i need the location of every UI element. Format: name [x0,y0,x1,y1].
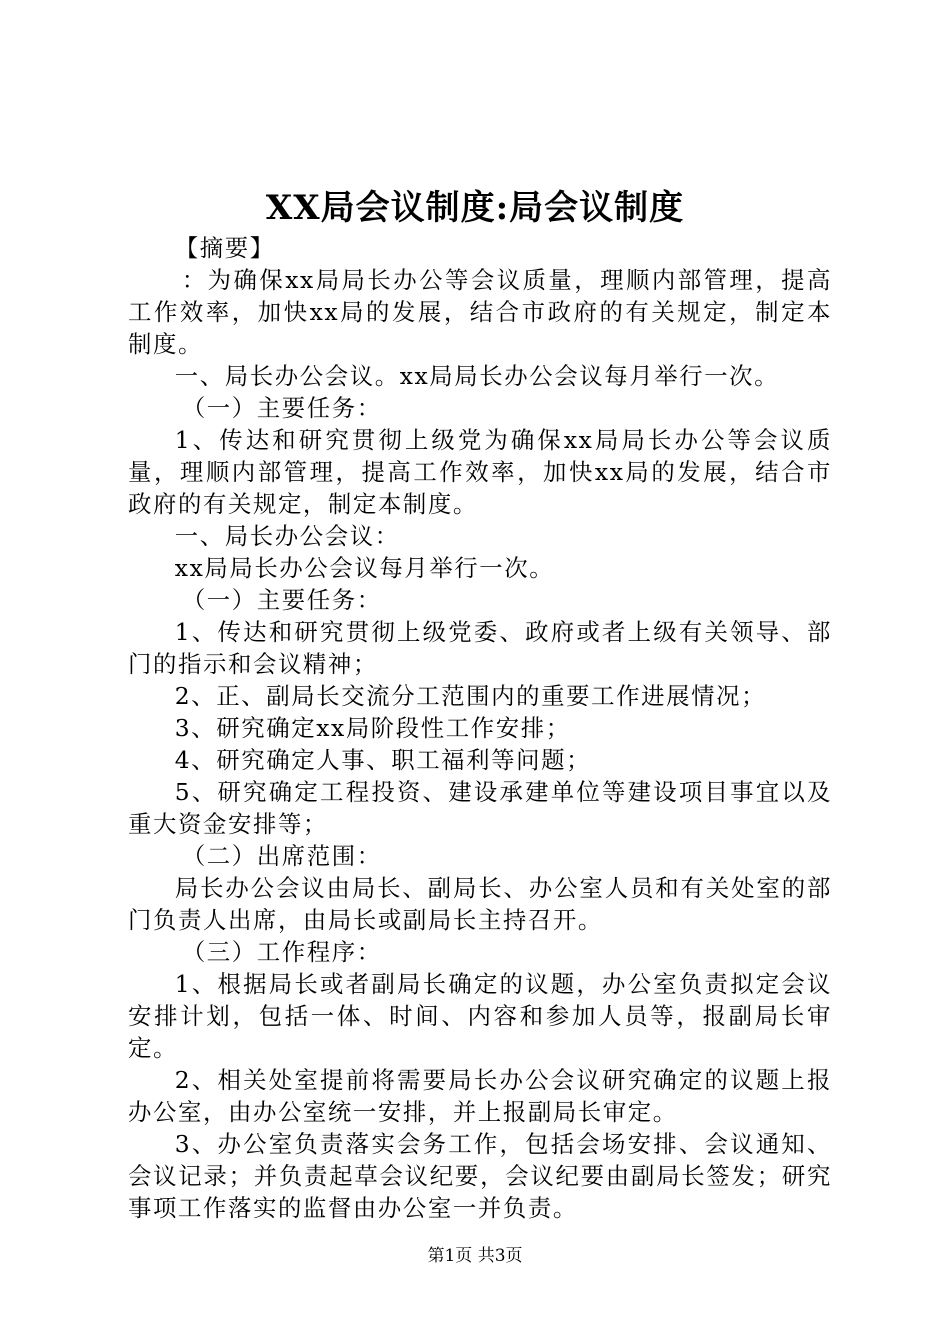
document-body [128,232,832,1224]
document-title: XX局会议制度:局会议制度 [265,188,685,228]
paragraph-item: 3、研究确定xx局阶段性工作安排； [174,714,571,742]
paragraph-abstract: ：为确保xx局局长办公等会议质量，理顺内部管理，提高工作效率，加快xx局的发展，结合市政府的有关规定，制定本制度。 [128,266,832,358]
paragraph-subsection-attendance: （二）出席范围： [181,842,382,870]
paragraph-frequency: xx局局长办公会议每月举行一次。 [174,554,555,582]
paragraph-section-1-repeat: 一、局长办公会议： [174,522,400,550]
paragraph-attendance: 局长办公会议由局长、副局长、办公室人员和有关处室的部门负责人出席，由局长或副局长主持召开。 [128,874,832,934]
paragraph-section-1: 一、局长办公会议。xx局局长办公会议每月举行一次。 [174,362,780,390]
paragraph-item: 2、正、副局长交流分工范围内的重要工作进展情况； [174,682,767,710]
paragraph-item: 3、办公室负责落实会务工作，包括会场安排、会议通知、会议记录；并负责起草会议纪要，会议纪要由副局长签发；研究事项工作落实的监督由办公室一并负责。 [128,1130,832,1222]
paragraph-item: 2、相关处室提前将需要局长办公会议研究确定的议题上报办公室，由办公室统一安排，并上报副局长审定。 [128,1066,832,1126]
paragraph-item: 5、研究确定工程投资、建设承建单位等建设项目事宜以及重大资金安排等； [128,778,832,838]
paragraph-subsection-tasks: （一）主要任务： [181,394,382,422]
paragraph-subsection-tasks-repeat: （一）主要任务： [181,586,382,614]
paragraph-abstract-heading: 【摘要】 [174,234,275,262]
page-number-footer: 第1页 共3页 [427,1246,523,1266]
paragraph-item: 4、研究确定人事、职工福利等问题； [174,746,592,774]
paragraph-item: 1、传达和研究贯彻上级党委、政府或者上级有关领导、部门的指示和会议精神； [128,618,832,678]
paragraph-subsection-procedure: （三）工作程序： [181,938,382,966]
paragraph-item: 1、根据局长或者副局长确定的议题，办公室负责拟定会议安排计划，包括一体、时间、内容和参加人员等，报副局长审定。 [128,970,832,1062]
paragraph-item: 1、传达和研究贯彻上级党为确保xx局局长办公等会议质量，理顺内部管理，提高工作效率，加快xx局的发展，结合市政府的有关规定，制定本制度。 [128,426,832,518]
